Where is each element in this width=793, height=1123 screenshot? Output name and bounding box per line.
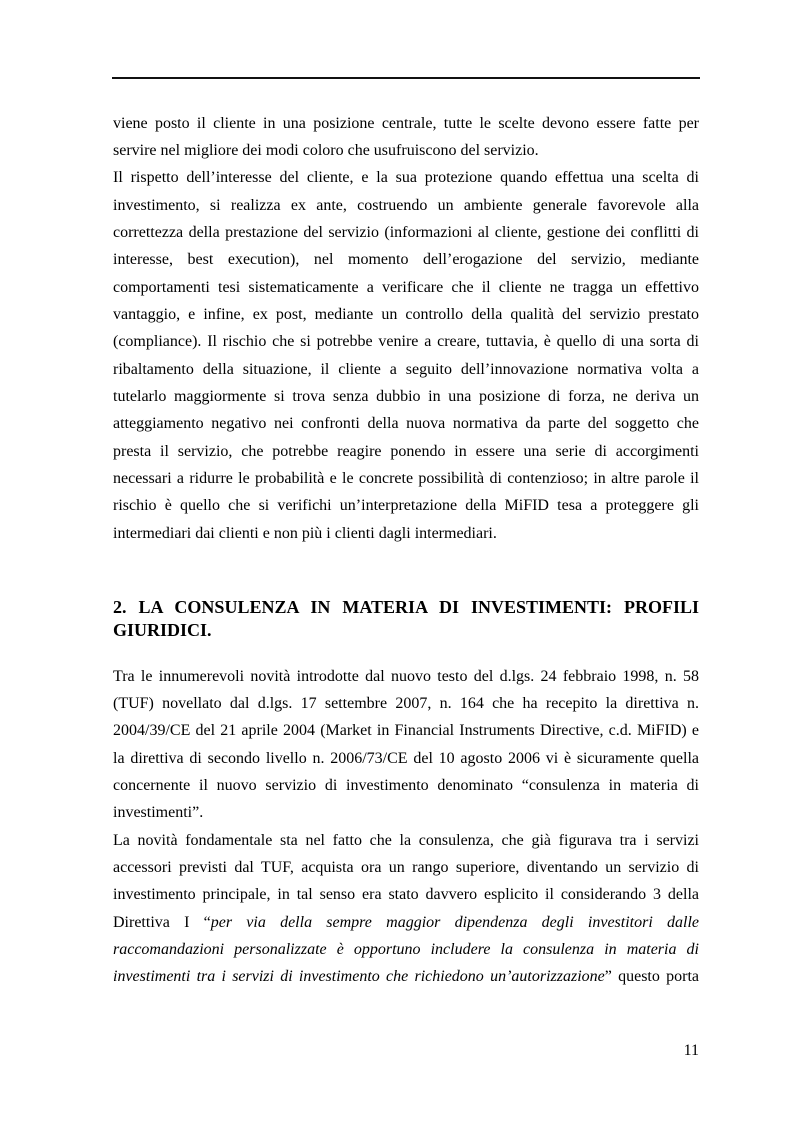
text-line: (compliance). Il rischio che si potrebbe venire a creare, tuttavia, è quello di una sorta di [113, 333, 699, 351]
text-line: tutelarlo maggiormente si trova senza dubbio in una posizione di forza, ne deriva un [113, 387, 699, 405]
text-line: concernente il nuovo servizio di investimento denominato “consulenza in materia di [113, 776, 699, 794]
text-line: presta il servizio, che potrebbe reagire ponendo in essere una serie di accorgimenti [113, 442, 699, 460]
paragraph [113, 663, 699, 827]
text-line: necessari a ridurre le probabilità e le concrete possibilità di contenzioso; in altre parole il [113, 469, 699, 487]
text-line: la direttiva di secondo livello n. 2006/73/CE del 10 agosto 2006 vi è sicuramente quella [113, 749, 699, 767]
heading-line: 2. LA CONSULENZA IN MATERIA DI INVESTIMENTI: PROFILI [113, 596, 699, 617]
text-line: viene posto il cliente in una posizione centrale, tutte le scelte devono essere fatte per [113, 114, 699, 132]
paragraph [113, 827, 699, 991]
text-line: investimento principale, in tal senso era stato davvero esplicito il considerando 3 della [113, 886, 699, 904]
text-line: rischio è quello che si verifichi un’interpretazione della MiFID tesa a proteggere gli [113, 497, 699, 515]
paragraph [113, 164, 699, 547]
text-line: accessori previsti dal TUF, acquista ora un rango superiore, diventando un servizio di [113, 858, 699, 876]
paragraph [113, 110, 699, 165]
text-line: comportamenti tesi sistematicamente a verificare che il cliente ne tragga un effettivo [113, 278, 699, 296]
text-line: correttezza della prestazione del servizio (informazioni al cliente, gestione dei conflitti di [113, 223, 699, 241]
text-line: (TUF) novellato dal d.lgs. 17 settembre 2007, n. 164 che ha recepito la direttiva n. [113, 694, 699, 712]
text-line: Tra le innumerevoli novità introdotte dal nuovo testo del d.lgs. 24 febbraio 1998, n. 58 [113, 667, 699, 685]
text-line: atteggiamento negativo nei confronti della nuova normativa da parte del soggetto che [113, 415, 699, 433]
text-line [113, 936, 699, 963]
text-line: vantaggio, e infine, ex post, mediante un controllo della qualità del servizio prestato [113, 305, 699, 323]
quotation-italic: investimenti tra i servizi di investimento che richiedono un’autorizzazione [113, 968, 605, 986]
quotation-italic: raccomandazioni personalizzate è opportuno includere la consulenza in materia di [113, 940, 699, 958]
text-line: servire nel migliore dei modi coloro che usufruiscono del servizio. [113, 141, 539, 159]
page-number: 11 [683, 1042, 699, 1059]
text-line: investimento, si realizza ex ante, costruendo un ambiente generale favorevole alla [113, 196, 699, 214]
header-rule [112, 77, 700, 79]
section-heading [113, 596, 699, 642]
text-line: interesse, best execution), nel momento dell’erogazione del servizio, mediante [113, 251, 699, 269]
text-roman: Direttiva I “ [113, 913, 211, 931]
text-block-bottom [113, 663, 699, 991]
text-line: intermediari dai clienti e non più i clienti dagli intermediari. [113, 524, 497, 542]
text-line: ribaltamento della situazione, il cliente a seguito dell’innovazione normativa volta a [113, 360, 699, 378]
text-line [113, 909, 699, 936]
text-line: investimenti”. [113, 804, 204, 822]
text-line: La novità fondamentale sta nel fatto che la consulenza, che già figurava tra i servizi [113, 831, 699, 849]
text-line: Il rispetto dell’interesse del cliente, e la sua protezione quando effettua una scelta di [113, 169, 699, 187]
quotation-italic: per via della sempre maggior dipendenza degli investitori dalle [210, 913, 700, 931]
text-line: 2004/39/CE del 21 aprile 2004 (Market in Financial Instruments Directive, c.d. MiFID) e [113, 722, 699, 740]
text-line [113, 963, 699, 990]
text-block-top [113, 110, 699, 548]
text-roman: ” questo porta [604, 968, 700, 986]
heading-line: GIURIDICI. [113, 619, 212, 640]
